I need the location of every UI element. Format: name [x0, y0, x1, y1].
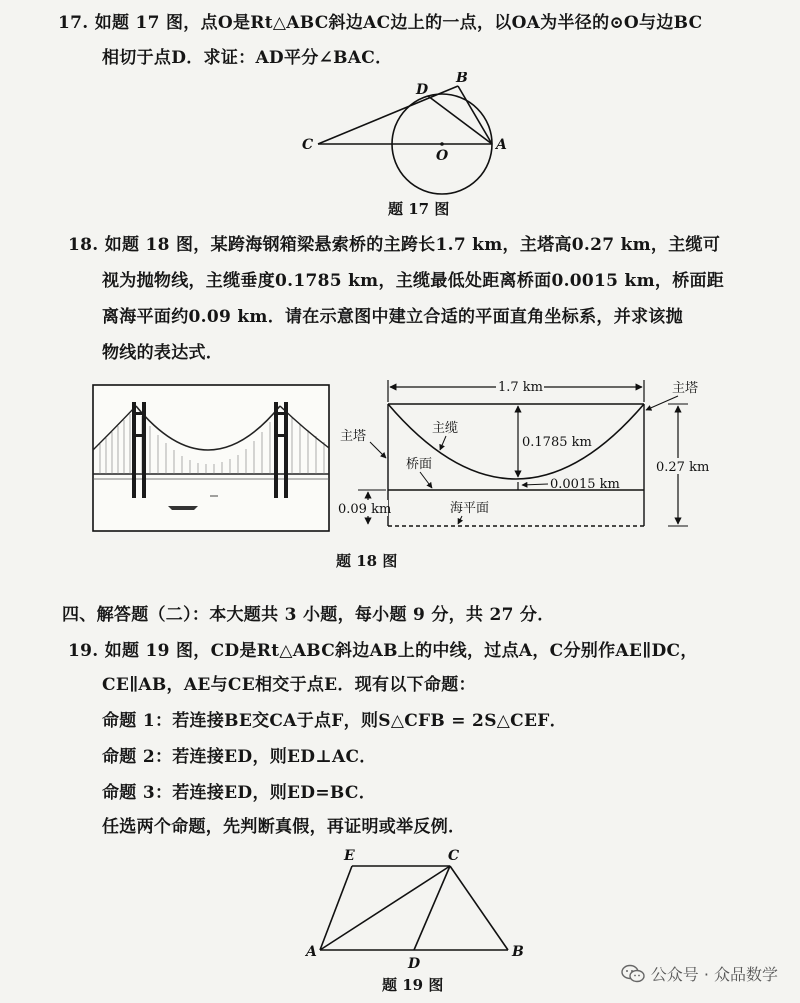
- segment-ac: [320, 866, 450, 950]
- label-b: B: [456, 72, 468, 86]
- cable-arrow: [440, 436, 446, 450]
- cable-label: 主缆: [432, 421, 459, 436]
- q19-line2: CE∥AB，AE与CE相交于点E．现有以下命题：: [102, 675, 476, 695]
- label-a: A: [496, 137, 507, 153]
- label-d: D: [416, 82, 429, 98]
- segment-cb2: [450, 866, 508, 950]
- sag-label: 0.1785 km: [522, 435, 592, 450]
- center-dot: [440, 142, 444, 146]
- tower-left-label: 主塔: [340, 429, 367, 444]
- segment-ea: [320, 866, 352, 950]
- label-a2: A: [306, 944, 317, 960]
- tower-left-arrow: [370, 442, 386, 458]
- q18-line1: 18. 如题 18 图，某跨海钢箱梁悬索桥的主跨长1.7 km，主塔高0.27 km，主缆可: [68, 235, 721, 255]
- bridge-schematic: [336, 372, 728, 538]
- q19-figure: [300, 846, 540, 972]
- label-b2: B: [512, 944, 524, 960]
- span-label: 1.7 km: [498, 380, 544, 395]
- watermark-text: 公众号 · 众品数学: [650, 965, 778, 984]
- q17-figure: [290, 72, 530, 197]
- q19-line1: 19. 如题 19 图，CD是Rt△ABC斜边AB上的中线，过点A，C分别作AE∥DC，: [68, 641, 698, 661]
- deck-arrow: [420, 472, 432, 488]
- label-e: E: [344, 848, 355, 864]
- q19-task: 任选两个命题，先判断真假，再证明或举反例．: [102, 817, 466, 837]
- deck-label: 桥面: [406, 457, 433, 472]
- q17-caption: 题 17 图: [388, 200, 450, 218]
- photo-frame: [93, 385, 329, 531]
- q18-line2: 视为抛物线，主缆垂度0.1785 km，主缆最低处距离桥面0.0015 km，桥面距: [102, 271, 725, 291]
- sea-arrow: [458, 516, 462, 524]
- q19-caption: 题 19 图: [382, 976, 444, 994]
- q17-line2: 相切于点D．求证：AD平分∠BAC．: [102, 48, 393, 68]
- sea-label: 海平面: [450, 501, 490, 516]
- segment-da: [428, 96, 492, 144]
- label-d2: D: [408, 956, 421, 972]
- q18-line3: 离海平面约0.09 km．请在示意图中建立合适的平面直角坐标系，并求该抛: [102, 307, 683, 327]
- label-c2: C: [448, 848, 460, 864]
- q17-line1: 17. 如题 17 图，点O是Rt△ABC斜边AC边上的一点，以OA为半径的⊙O与边BC: [58, 13, 703, 33]
- segment-dc: [414, 866, 450, 950]
- boat: [168, 506, 198, 510]
- label-c: C: [302, 137, 314, 153]
- wechat-icon: [621, 964, 645, 984]
- height-label: 0.27 km: [656, 460, 710, 475]
- deck-height-label: 0.09 km: [338, 502, 392, 517]
- q19-proposition-3: 命题 3：若连接ED，则ED=BC．: [102, 783, 377, 803]
- bridge-photo: [92, 384, 330, 532]
- segment-ba: [458, 86, 492, 144]
- clear-arrow: [522, 484, 548, 485]
- tower-right-label: 主塔: [672, 381, 699, 396]
- segment-cb: [318, 86, 458, 144]
- q18-line4: 物线的表达式．: [102, 343, 224, 363]
- tower-right-arrow: [646, 396, 678, 410]
- q19-proposition-1: 命题 1：若连接BE交CA于点F，则S△CFB = 2S△CEF．: [102, 711, 567, 731]
- watermark: [621, 962, 778, 985]
- q18-caption: 题 18 图: [336, 552, 398, 570]
- q19-proposition-2: 命题 2：若连接ED，则ED⊥AC．: [102, 747, 377, 767]
- section-heading: 四、解答题（二）：本大题共 3 小题，每小题 9 分，共 27 分．: [62, 605, 555, 625]
- clear-label: 0.0015 km: [550, 477, 620, 492]
- label-o: O: [436, 148, 449, 164]
